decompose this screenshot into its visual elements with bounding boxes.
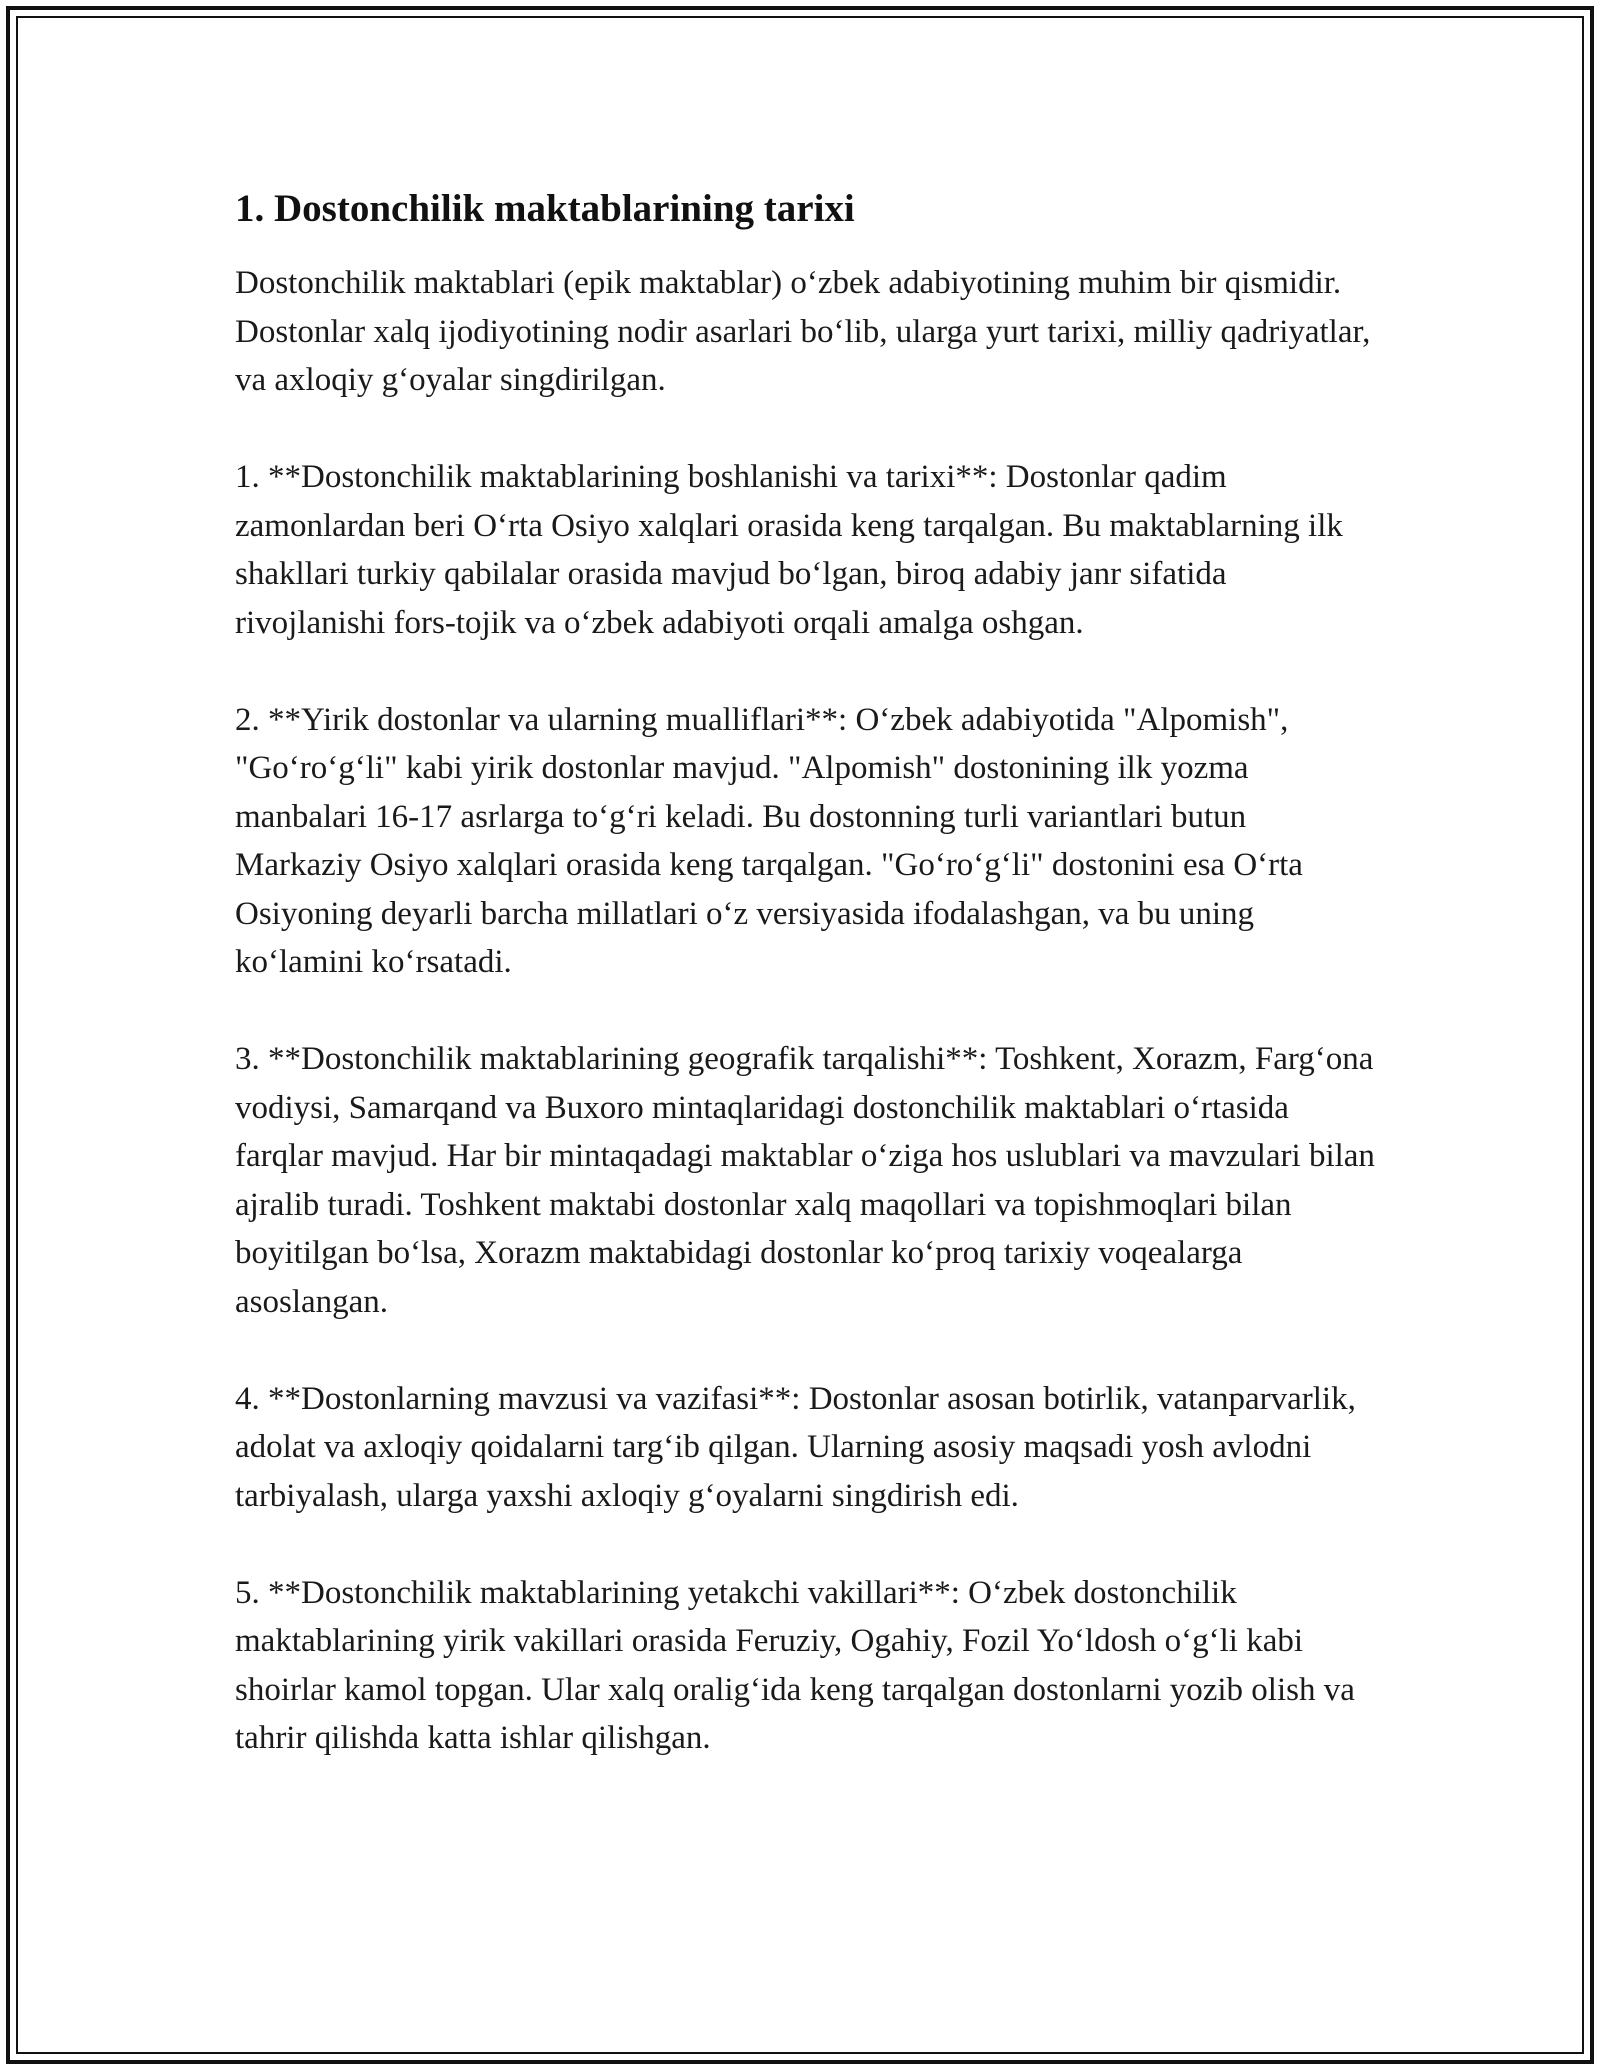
paragraph-item-3: 3. **Dostonchilik maktablarining geografik tarqalishi**: Toshkent, Xorazm, Fargʻona vodiysi, Samarqand va Buxoro mintaqlaridagi dostonchilik maktablari oʻrtasida farqlar mavjud. Har bir mintaqadagi maktablar oʻziga hos uslublari va mavzulari bilan ajralib turadi. Toshkent maktabi dostonlar xalq maqollari va topishmoqlari bilan boyitilgan boʻlsa, Xorazm maktabidagi dostonlar koʻproq tarixiy voqealarga asoslangan.	[235, 1041, 1375, 1320]
document-body	[235, 185, 1380, 1811]
paragraph-item-1: 1. **Dostonchilik maktablarining boshlanishi va tarixi**: Dostonlar qadim zamonlardan beri Oʻrta Osiyo xalqlari orasida keng tarqalgan. Bu maktablarning ilk shakllari turkiy qabilalar orasida mavjud boʻlgan, biroq adabiy janr sifatida rivojlanishi fors-tojik va oʻzbek adabiyoti orqali amalga oshgan.	[235, 459, 1343, 641]
paragraph-intro: Dostonchilik maktablari (epik maktablar) oʻzbek adabiyotining muhim bir qismidir. Dostonlar xalq ijodiyotining nodir asarlari boʻlib, ularga yurt tarixi, milliy qadriyatlar, va axloqiy gʻoyalar singdirilgan.	[235, 265, 1371, 398]
paragraph-item-2: 2. **Yirik dostonlar va ularning mualliflari**: Oʻzbek adabiyotida "Alpomish", "Goʻroʻgʻli" kabi yirik dostonlar mavjud. "Alpomish" dostonining ilk yozma manbalari 16-17 asrlarga toʻgʻri keladi. Bu dostonning turli variantlari butun Markaziy Osiyo xalqlari orasida keng tarqalgan. "Goʻroʻgʻli" dostonini esa Oʻrta Osiyoning deyarli barcha millatlari oʻz versiyasida ifodalashgan, va bu uning koʻlamini koʻrsatadi.	[235, 701, 1303, 980]
document-title: 1. Dostonchilik maktablarining tarixi	[235, 187, 855, 230]
paragraph-item-4: 4. **Dostonlarning mavzusi va vazifasi**: Dostonlar asosan botirlik, vatanparvarlik, adolat va axloqiy qoidalarni targʻib qilgan. Ularning asosiy maqsadi yosh avlodni tarbiyalash, ularga yaxshi axloqiy gʻoyalarni singdirish edi.	[235, 1380, 1356, 1514]
paragraph-item-5: 5. **Dostonchilik maktablarining yetakchi vakillari**: Oʻzbek dostonchilik maktablarining yirik vakillari orasida Feruziy, Ogahiy, Fozil Yoʻldosh oʻgʻli kabi shoirlar kamol topgan. Ular xalq oraligʻida keng tarqalgan dostonlarni yozib olish va tahrir qilishda katta ishlar qilishgan.	[235, 1574, 1355, 1756]
